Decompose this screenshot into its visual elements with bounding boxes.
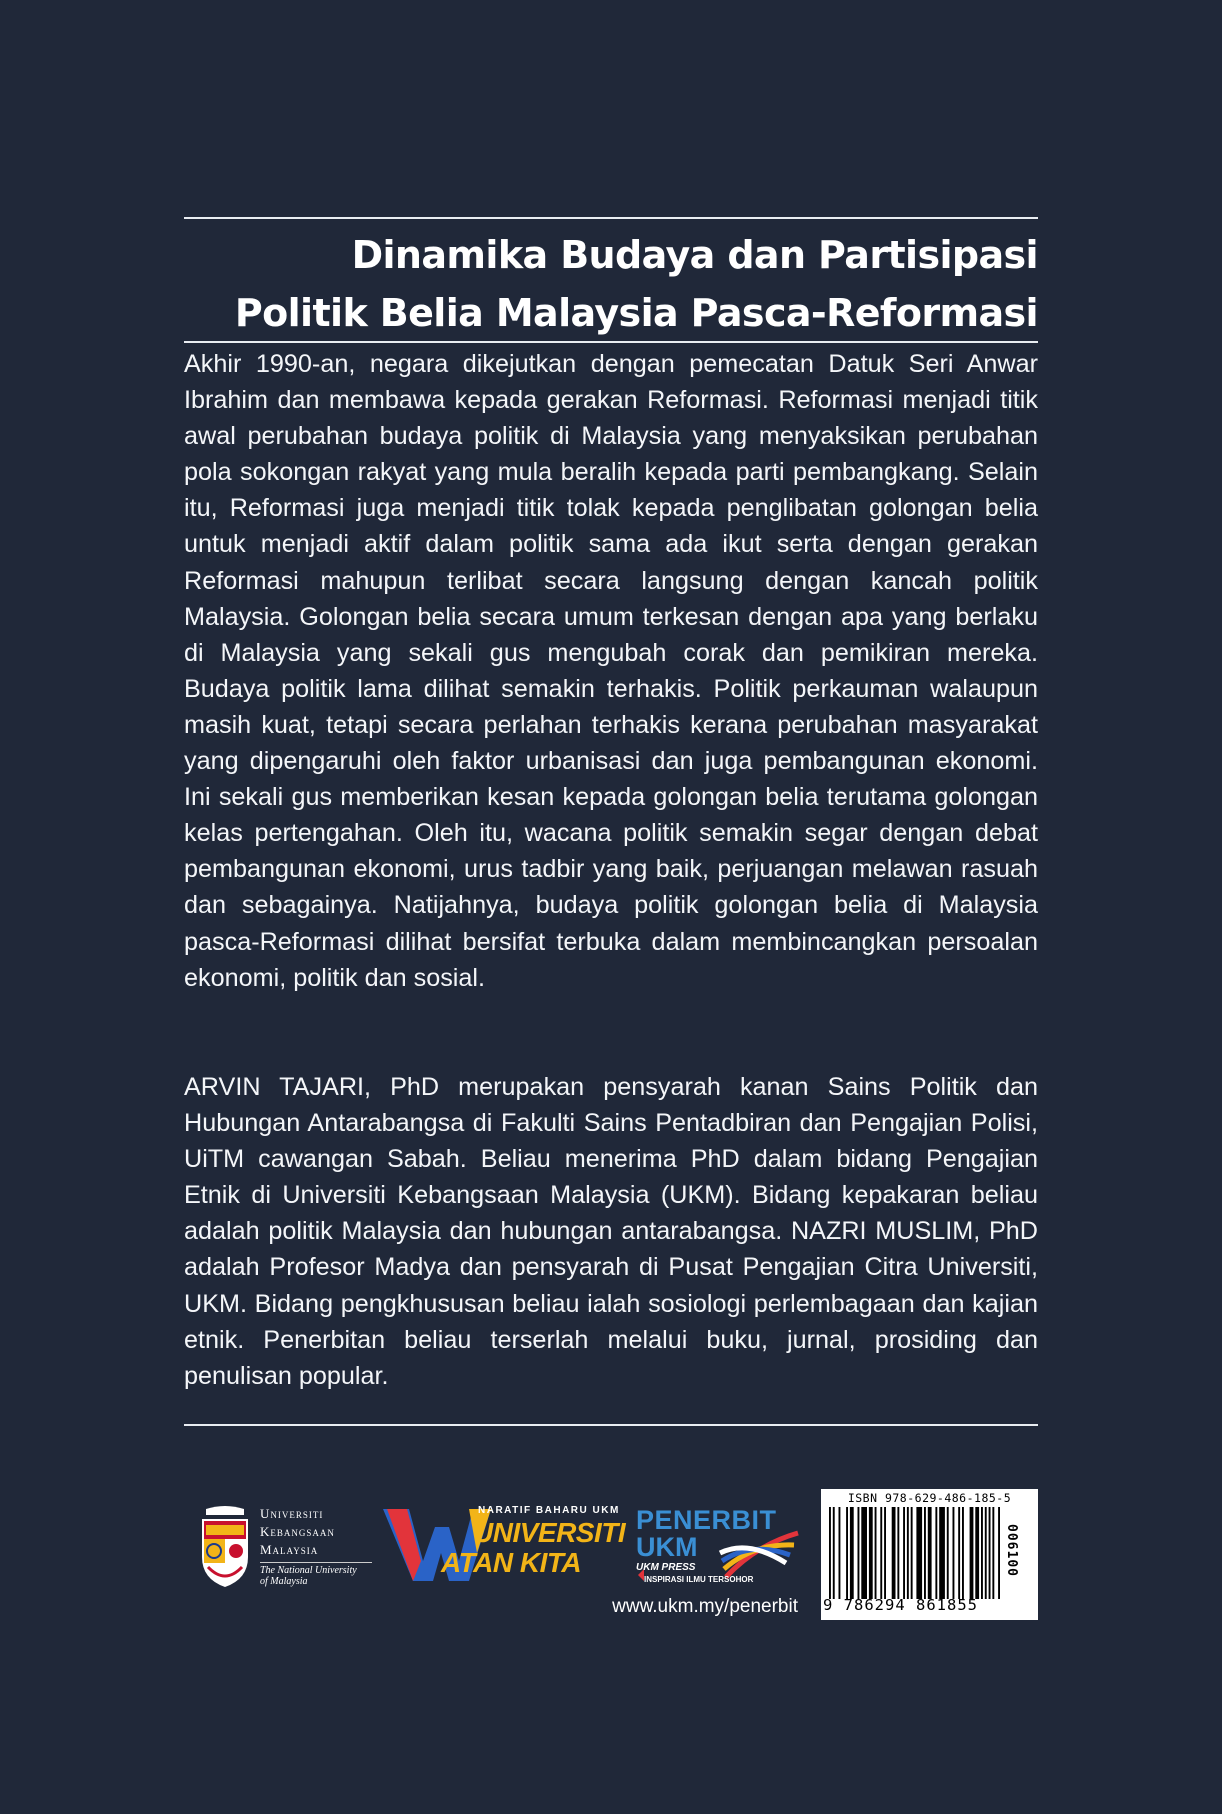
ukm-tagline-line-1: The National University bbox=[260, 1565, 357, 1576]
penerbit-line-2: UKM bbox=[636, 1532, 698, 1562]
universiti-watan-kita-logo bbox=[383, 1505, 626, 1590]
isbn-number: ISBN 978-629-486-185-5 bbox=[847, 1491, 1012, 1505]
barcode-bar bbox=[981, 1507, 983, 1599]
penerbit-line-1: PENERBIT bbox=[636, 1505, 777, 1535]
ukm-name-line-1: Universiti bbox=[260, 1506, 324, 1521]
barcode-bar bbox=[970, 1507, 974, 1599]
uwk-line-2: ATAN KITA bbox=[441, 1547, 582, 1578]
ukm-divider bbox=[260, 1562, 372, 1563]
barcode-bar bbox=[916, 1507, 922, 1599]
barcode-addon bbox=[1003, 1513, 1033, 1593]
barcode-bar bbox=[975, 1507, 979, 1599]
penerbit-line-4: INSPIRASI ILMU TERSOHOR bbox=[644, 1575, 754, 1584]
title-line-2: Politik Belia Malaysia Pasca-Reformasi bbox=[234, 291, 1038, 335]
book-title bbox=[184, 226, 1038, 342]
barcode-bar bbox=[998, 1507, 1000, 1599]
barcode-bars bbox=[827, 1507, 1003, 1599]
barcode-bar bbox=[875, 1507, 877, 1599]
top-rule bbox=[184, 217, 1038, 219]
barcode-bar bbox=[880, 1507, 882, 1599]
barcode-bar bbox=[911, 1507, 913, 1599]
penerbit-ukm-logo bbox=[636, 1505, 800, 1590]
barcode-bar bbox=[947, 1507, 949, 1599]
barcode-bar bbox=[924, 1507, 926, 1599]
barcode-bar bbox=[985, 1507, 987, 1599]
barcode-bar bbox=[939, 1507, 945, 1599]
barcode-bar bbox=[907, 1507, 909, 1599]
barcode-bar bbox=[829, 1507, 831, 1599]
barcode-bar bbox=[884, 1507, 886, 1599]
barcode-bar bbox=[839, 1507, 841, 1599]
barcode-bar bbox=[892, 1507, 896, 1599]
barcode-bar bbox=[962, 1507, 964, 1599]
author-bio-paragraph: ARVIN TAJARI, PhD merupakan pensyarah kanan Sains Politik dan Hubungan Antarabangsa di Fakulti Sains Pentadbiran dan Pengajian Polisi, UiTM cawangan Sabah. Beliau menerima PhD dalam bidang Pengajian Etnik di Universiti Kebangsaan Malaysia (UKM). Bidang kepakaran beliau adalah politik Malaysia dan hubungan antarabangsa. NAZRI MUSLIM, PhD adalah Profesor Madya dan pensyarah di Pusat Pengajian Citra Universiti, UKM. Bidang pengkhususan beliau ialah sosiologi perlembagaan dan kajian etnik. Penerbitan beliau terserlah melalui buku, jurnal, prosiding dan penulisan popular. bbox=[184, 1073, 1038, 1390]
barcode-bar bbox=[953, 1507, 955, 1599]
ukm-university-logo bbox=[196, 1505, 376, 1590]
barcode-bar bbox=[958, 1507, 960, 1599]
title-bottom-rule bbox=[184, 341, 1038, 343]
ukm-name-line-3: Malaysia bbox=[260, 1542, 319, 1557]
barcode-bar bbox=[858, 1507, 860, 1599]
barcode-bar bbox=[869, 1507, 873, 1599]
ukm-crest-icon bbox=[196, 1505, 254, 1589]
barcode-bar bbox=[846, 1507, 848, 1599]
bottom-rule bbox=[184, 1424, 1038, 1426]
barcode-bar bbox=[833, 1507, 835, 1599]
barcode-bar bbox=[989, 1507, 991, 1599]
uwk-tagline: NARATIF BAHARU UKM bbox=[478, 1505, 620, 1516]
barcode-bar bbox=[935, 1507, 937, 1599]
barcode-bar bbox=[897, 1507, 899, 1599]
title-line-1: Dinamika Budaya dan Partisipasi bbox=[351, 233, 1038, 277]
isbn-barcode bbox=[821, 1489, 1038, 1620]
publisher-url: www.ukm.my/penerbit bbox=[612, 1596, 798, 1617]
barcode-bar bbox=[850, 1507, 854, 1599]
penerbit-line-3: UKM PRESS bbox=[636, 1562, 696, 1573]
ukm-tagline-line-2: of Malaysia bbox=[260, 1576, 308, 1587]
barcode-bar bbox=[861, 1507, 867, 1599]
ukm-wordmark bbox=[260, 1505, 376, 1587]
ean-digits: 9 786294 861855 bbox=[823, 1596, 978, 1614]
barcode-bar bbox=[903, 1507, 905, 1599]
blurb-paragraph: Akhir 1990-an, negara dikejutkan dengan pemecatan Datuk Seri Anwar Ibrahim dan membawa kepada gerakan Reformasi. Reformasi menjadi titik awal perubahan budaya politik di Malaysia yang menyaksikan perubahan pola sokongan rakyat yang mula beralih kepada parti pembangkang. Selain itu, Reformasi juga menjadi titik tolak kepada penglibatan golongan belia untuk menjadi aktif dalam politik sama ada ikut serta dengan gerakan Reformasi mahupun terlibat secara langsung dengan kancah politik Malaysia. Golongan belia secara umum terkesan dengan apa yang berlaku di Malaysia yang sekali gus mengubah corak dan pemikiran mereka. Budaya politik lama dilihat semakin terhakis. Politik perkauman walaupun masih kuat, tetapi secara perlahan terhakis kerana perubahan masyarakat yang dipengaruhi oleh faktor urbanisasi dan juga pembangunan ekonomi. Ini sekali gus memberikan kesan kepada golongan belia terutama golongan kelas pertengahan. Oleh itu, wacana politik semakin segar dengan debat pembangunan ekonomi, urus tadbir yang baik, perjuangan melawan rasuah dan sebagainya. Natijahnya, budaya politik golongan belia di Malaysia pasca-Reformasi dilihat bersifat terbuka dalam membincangkan persoalan ekonomi, politik dan sosial. bbox=[184, 350, 1038, 992]
addon-digits: 006100 bbox=[1003, 1524, 1019, 1577]
ukm-name-line-2: Kebangsaan bbox=[260, 1524, 335, 1539]
barcode-bar bbox=[928, 1507, 932, 1599]
barcode-bar bbox=[992, 1507, 994, 1599]
uwk-line-1: UNIVERSITI bbox=[473, 1517, 626, 1548]
